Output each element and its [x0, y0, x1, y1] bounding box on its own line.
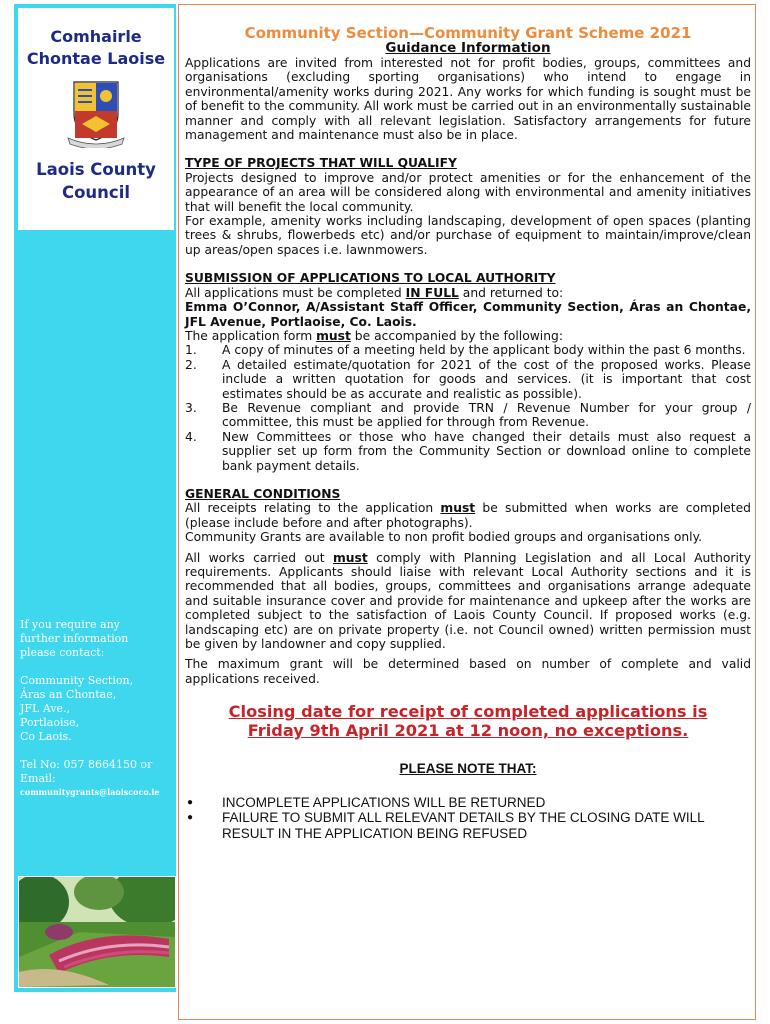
- list-item: 3. Be Revenue compliant and provide TRN / Revenue Number for your group / committee, this must be applied for through from Revenue.: [185, 400, 751, 430]
- notes-list: [185, 795, 751, 842]
- condition-receipts: All receipts relating to the application must be submitted when works are completed (please include before and after photographs).: [185, 501, 751, 530]
- list-item: ● FAILURE TO SUBMIT ALL RELEVANT DETAILS BY THE CLOSING DATE WILL RESULT IN THE APPLICATION BEING REFUSED: [187, 810, 705, 841]
- bullet-icon: ●: [187, 796, 194, 808]
- submission-heading: SUBMISSION OF APPLICATIONS TO LOCAL AUTHORITY: [185, 271, 556, 286]
- condition-max-grant: The maximum grant will be determined based on number of complete and valid applications received.: [185, 657, 751, 686]
- document-content: [185, 25, 751, 841]
- contact-phone-email: Tel No: 057 8664150 or Email: communitygrants@laoiscoco.ie: [20, 758, 170, 798]
- submission-requirements-list: [185, 343, 751, 473]
- qualify-example: For example, amenity works including landscaping, development of open spaces (planting trees & shrubs, flowerbeds etc) and/or purchase of equipment to maintain/improve/clean up areas/open spaces i.e. lawnmowers.: [185, 214, 751, 257]
- please-note-heading: PLEASE NOTE THAT:: [399, 761, 537, 777]
- submission-form-note: The application form must be accompanied by the following:: [185, 328, 563, 343]
- contact-email-link[interactable]: communitygrants@laoiscoco.ie: [20, 787, 160, 797]
- list-item: 2. A detailed estimate/quotation for 2021 of the cost of the proposed works. Please include a written quotation for goods and services. (it is important that cost estimates should be as accurate and realistic as possible).: [185, 357, 751, 401]
- condition-eligibility: Community Grants are available to non profit bodied groups and organisations only.: [185, 530, 702, 545]
- list-item: 1. A copy of minutes of a meeting held by the applicant body within the past 6 months.: [185, 343, 746, 358]
- guidance-document: [178, 4, 756, 1020]
- document-title: Community Section—Community Grant Scheme 2021: [244, 24, 692, 42]
- garden-flowerbed-photo: [18, 876, 176, 988]
- contact-intro: If you require any further information please contact:: [20, 618, 129, 659]
- council-name-irish: Comhairle Chontae Laoise: [26, 27, 166, 68]
- closing-date-notice: Closing date for receipt of completed applications is Friday 9th April 2021 at 12 noon, no exceptions.: [228, 702, 708, 741]
- council-logo-box: [18, 8, 174, 230]
- list-item: ● INCOMPLETE APPLICATIONS WILL BE RETURNED: [187, 794, 546, 810]
- document-subtitle: Guidance Information: [385, 40, 551, 56]
- bullet-icon: ●: [187, 812, 194, 824]
- council-name-english: Laois County Council: [36, 160, 156, 202]
- list-item: 4. New Committees or those who have changed their details must also request a supplier set up form from the Community Section or download online to complete bank payment details.: [185, 429, 751, 473]
- condition-planning: All works carried out must comply with Planning Legislation and all Local Authority requirements. Applicants should liaise with relevant Local Authority sections and it is recommended that all bodies, groups, committees and organisations arrange adequate and suitable insurance cover and provide for maintenance and upkeep after the works are completed subject to the satisfaction of Laois County Council. If proposed works (e.g. landscaping etc) are on private property (i.e. not Council owned) written permission must be given by landowner and copy supplied.: [185, 550, 751, 652]
- contact-address: Community Section, Áras an Chontae, JFL Ave., Portlaoise, Co Laois.: [20, 674, 134, 743]
- qualify-paragraph: Projects designed to improve and/or protect amenities or for the enhancement of the appearance of an area will be considered along with environmental and amenity initiatives that will benefit the local community.: [185, 170, 751, 214]
- conditions-heading: GENERAL CONDITIONS: [185, 486, 341, 501]
- council-crest-icon: [66, 78, 126, 148]
- submission-address: Emma O’Connor, A/Assistant Staff Officer, Community Section, Áras an Chontae, JFL Avenue, Portlaoise, Co. Laois.: [185, 300, 751, 329]
- intro-paragraph: Applications are invited from interested not for profit bodies, groups, committees and organisations (excluding sporting organisations) who intend to engage in environmental/amenity works during 2021. Any works for which funding is sought must be of benefit to the community. All work must be carried out in an environmentally sustainable manner and comply with all relevant legislation. Satisfactory arrangements for future management and maintenance must also be in place.: [185, 56, 751, 143]
- submission-instruction: All applications must be completed IN FULL and returned to:: [185, 285, 564, 300]
- qualify-heading: TYPE OF PROJECTS THAT WILL QUALIFY: [185, 156, 457, 171]
